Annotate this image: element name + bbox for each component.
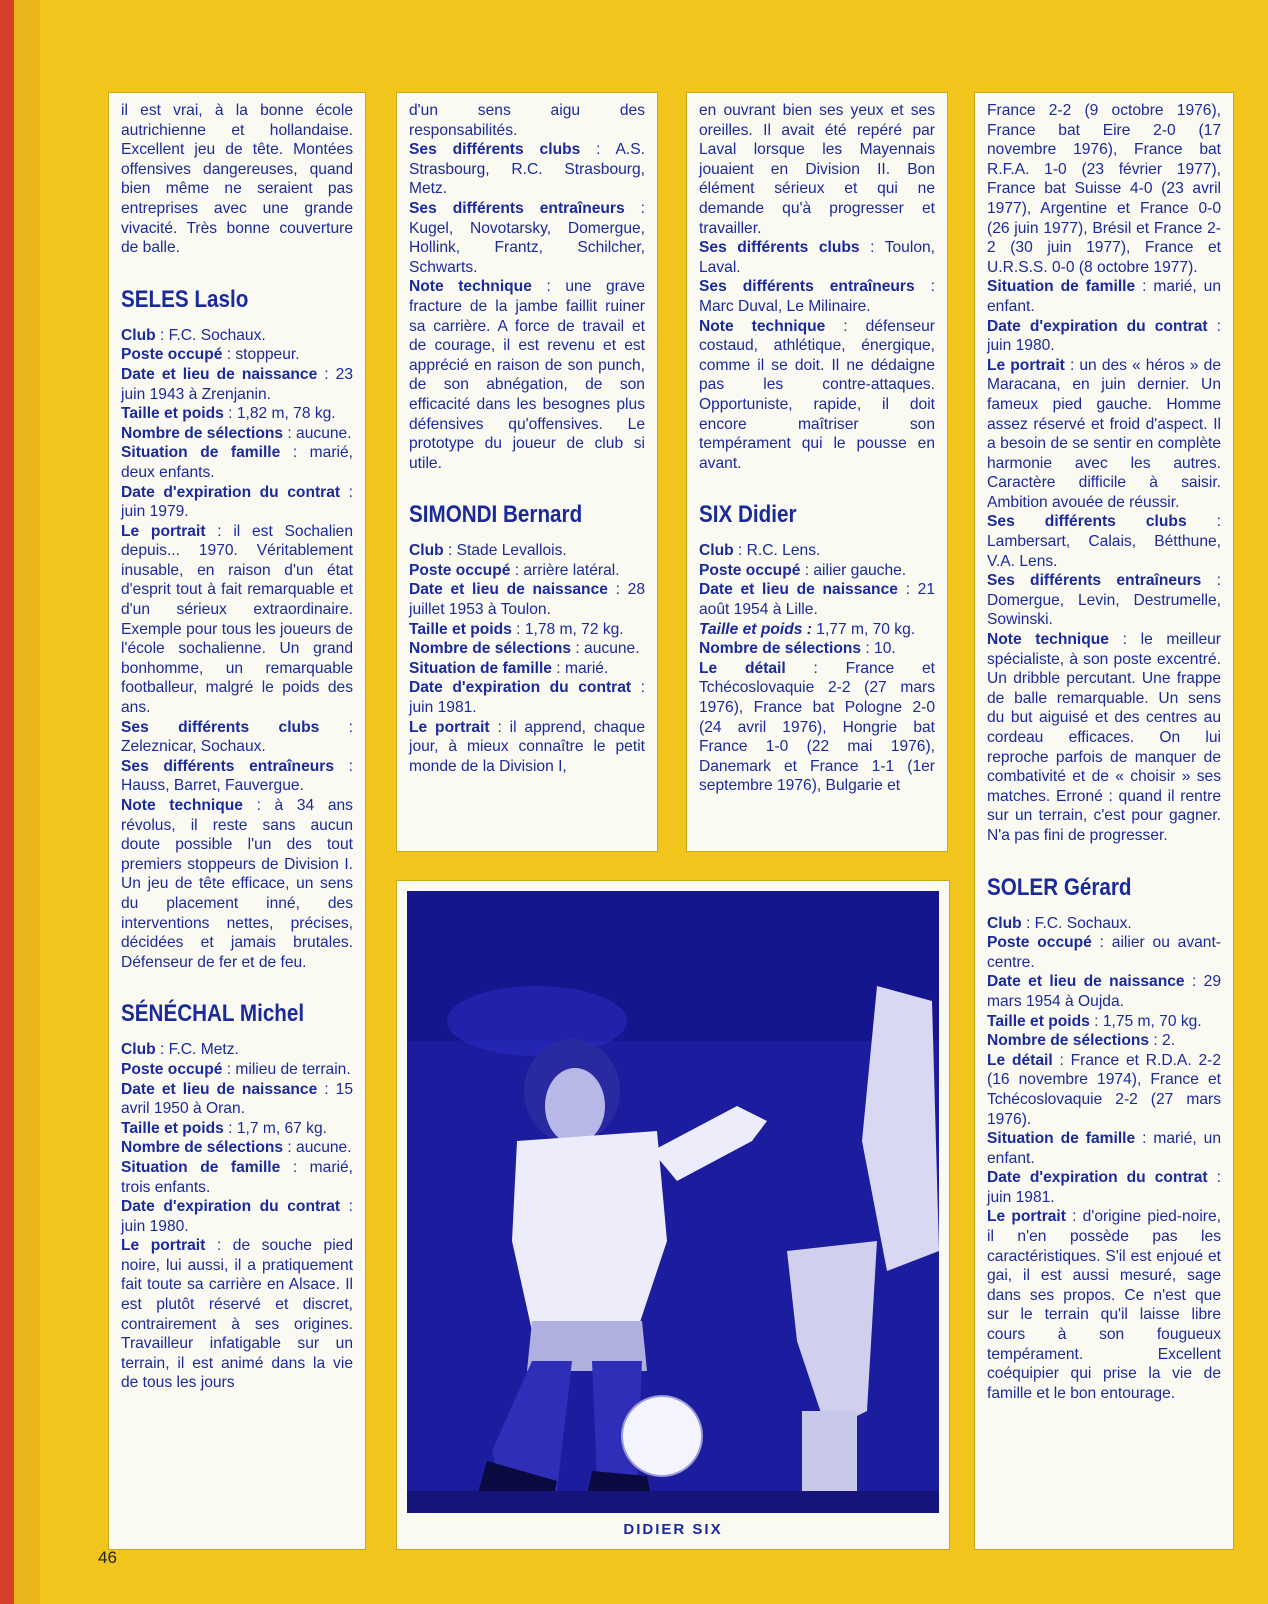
field-family: Situation de famille : marié, deux enfants. bbox=[121, 444, 354, 481]
field-position: Poste occupé : arrière latéral. bbox=[409, 561, 620, 579]
continued-text: il est vrai, à la bonne école autrichienne et hollandaise. Excellent jeu de tête. Montées offensives dangereuses, quand bien même ne seraient pas entreprises avec une grande vivacité. Très bonne couverture de balle. bbox=[121, 102, 353, 257]
field-position: Poste occupé : ailier ou avant-centre. bbox=[987, 934, 1221, 971]
field-position: Poste occupé : ailier gauche. bbox=[699, 561, 907, 579]
page-edge bbox=[14, 0, 40, 1604]
player-name-senechal: SÉNÉCHAL Michel bbox=[121, 1000, 305, 1028]
field-club: Club : R.C. Lens. bbox=[699, 542, 821, 560]
column-3 bbox=[686, 92, 948, 852]
field-technical-note: Note technique : à 34 ans révolus, il reste sans aucun doute possible l'un des tout premiers stoppeurs de Division I. Un jeu de tête efficace, un sens du placement inné, des interventions nettes, précises, décidées et jamais brutales. Défenseur de fer et de feu. bbox=[121, 797, 353, 971]
field-caps: Nombre de sélections : 10. bbox=[699, 640, 896, 658]
field-size: Taille et poids : 1,75 m, 70 kg. bbox=[987, 1012, 1202, 1030]
field-size: Taille et poids : 1,78 m, 72 kg. bbox=[409, 620, 624, 638]
field-caps: Nombre de sélections : 2. bbox=[987, 1032, 1176, 1050]
field-contract: Date d'expiration du contrat : juin 1981. bbox=[409, 679, 645, 717]
binding-edge bbox=[0, 0, 14, 1604]
field-caps: Nombre de sélections : aucune. bbox=[409, 640, 640, 658]
field-club: Club : F.C. Sochaux. bbox=[987, 914, 1132, 932]
field-portrait: Le portrait : il apprend, chaque jour, à mieux connaître le petit monde de la Division I, bbox=[409, 718, 645, 775]
player-name-simondi: SIMONDI Bernard bbox=[409, 501, 583, 529]
field-technical-note: Note technique : défenseur costaud, athlétique, énergique, comme il se doit. Il ne dédaigne pas les contre-attaques. Opportuniste, rapide, il doit encore maîtriser son tempérament qui le pousse en avant. bbox=[699, 317, 935, 472]
continued-text: France 2-2 (9 octobre 1976), France bat Eire 2-0 (17 novembre 1976), France bat R.F.A. 1-0 (23 février 1977), France bat Suisse 4-0 (23 avril 1977), Argentine et France 0-0 (26 juin 1977), Brésil et France 2-2 (30 juin 1977), France et U.R.S.S. 0-0 (8 octobre 1977). bbox=[987, 102, 1221, 276]
field-club: Club : Stade Levallois. bbox=[409, 542, 567, 560]
player-name-seles: SELES Laslo bbox=[121, 285, 249, 313]
field-clubs: Ses différents clubs : A.S. Strasbourg, R.C. Strasbourg, Metz. bbox=[409, 141, 646, 198]
player-name-six: SIX Didier bbox=[699, 501, 797, 529]
field-clubs: Ses différents clubs : Zeleznicar, Sochaux. bbox=[121, 718, 353, 756]
photo-caption: DIDIER SIX bbox=[623, 1521, 723, 1538]
field-family: Situation de famille : marié. bbox=[409, 659, 609, 677]
field-clubs: Ses différents clubs : Lambersart, Calais, Bétthune, V.A. Lens. bbox=[987, 513, 1222, 570]
field-size: Taille et poids : 1,82 m, 78 kg. bbox=[121, 405, 336, 423]
field-position: Poste occupé : stoppeur. bbox=[121, 346, 300, 364]
field-caps: Nombre de sélections : aucune. bbox=[121, 424, 352, 442]
field-birth: Date et lieu de naissance : 21 août 1954 à Lille. bbox=[699, 581, 935, 619]
field-coaches: Ses différents entraîneurs : Domergue, Levin, Destrumelle, Sowinski. bbox=[987, 572, 1222, 629]
field-detail: Le détail : France et R.D.A. 2-2 (16 novembre 1974), France et Tchécoslovaquie 2-2 (27 mars 1976). bbox=[987, 1051, 1221, 1128]
field-portrait: Le portrait : d'origine pied-noire, il n'en possède pas les caractéristiques. S'il est enjoué et gai, il est aussi mesuré, sage dans ses propos. Ce n'est que sur le terrain qu'il laisse libre cours à son fougueux tempérament. Excellent coéquipier qui prise la vie de famille et le bon entourage. bbox=[987, 1208, 1221, 1402]
field-technical-note: Note technique : le meilleur spécialiste, à son poste excentré. Un dribble percutant. Une frappe de balle remarquable. Un sens du but aiguisé et des centres au cordeau efficaces. On lui reproche parfois de manquer de combativité et de « choisir » ses matches. Erroné : quand il rentre sur un terrain, c'est pour gagner. N'a pas fini de progresser. bbox=[987, 631, 1221, 844]
player-illustration bbox=[407, 891, 939, 1513]
field-caps: Nombre de sélections : aucune. bbox=[121, 1139, 352, 1157]
field-coaches: Ses différents entraîneurs : Marc Duval, Le Milinaire. bbox=[699, 278, 935, 315]
column-2 bbox=[396, 92, 658, 852]
column-1 bbox=[108, 92, 366, 1550]
field-contract: Date d'expiration du contrat : juin 1980. bbox=[121, 1198, 353, 1235]
continued-text: d'un sens aigu des responsabilités. bbox=[409, 102, 645, 139]
field-size: Taille et poids : 1,7 m, 67 kg. bbox=[121, 1119, 327, 1137]
field-coaches: Ses différents entraîneurs : Hauss, Barret, Fauvergue. bbox=[121, 757, 353, 795]
field-club: Club : F.C. Sochaux. bbox=[121, 326, 266, 344]
field-family: Situation de famille : marié, un enfant. bbox=[987, 1130, 1222, 1167]
football-photo bbox=[407, 891, 939, 1513]
column-4 bbox=[974, 92, 1234, 1550]
field-contract: Date d'expiration du contrat : juin 1981. bbox=[987, 1169, 1221, 1206]
field-family: Situation de famille : marié, un enfant. bbox=[987, 278, 1222, 315]
field-coaches: Ses différents entraîneurs : Kugel, Novotarsky, Domergue, Hollink, Frantz, Schilcher, Schwarts. bbox=[409, 199, 645, 276]
field-clubs: Ses différents clubs : Toulon, Laval. bbox=[699, 239, 935, 276]
field-birth: Date et lieu de naissance : 23 juin 1943 à Zrenjanin. bbox=[121, 365, 353, 403]
field-portrait: Le portrait : de souche pied noire, lui aussi, il a pratiquement fait toute sa carrière en Alsace. Il est plutôt réservé et discret, contrairement à ses origines. Travailleur infatigable sur un terrain, il est animé dans la vie de tous les jours bbox=[121, 1237, 354, 1392]
field-technical-note: Note technique : une grave fracture de la jambe faillit ruiner sa carrière. A force de travail et de courage, il est revenu et est apprécié en raison de son punch, de son abnégation, de son efficacité dans les besognes plus défensives qu'offensives. Le prototype du joueur de club si utile. bbox=[409, 278, 645, 472]
field-position: Poste occupé : milieu de terrain. bbox=[121, 1060, 351, 1078]
field-portrait: Le portrait : il est Sochalien depuis... 1970. Véritablement inusable, en raison d'un état d'esprit tout à fait remarquable et d'un sérieux extraordinaire. Exemple pour tous les joueurs de l'école sochalienne. Un grand bonhomme, un remarquable footballeur, malgré le poids des ans. bbox=[121, 522, 353, 717]
page-number: 46 bbox=[98, 1548, 117, 1567]
field-birth: Date et lieu de naissance : 15 avril 1950 à Oran. bbox=[121, 1080, 353, 1118]
field-portrait: Le portrait : un des « héros » de Maracana, en juin dernier. Un fameux pied gauche. Homme assez réservé et froid d'aspect. Il a besoin de se sentir en complète harmonie avec les autres. Caractère difficile à saisir. Ambition avouée de réussir. bbox=[987, 356, 1222, 511]
field-contract: Date d'expiration du contrat : juin 1980. bbox=[987, 317, 1221, 355]
continued-text: en ouvrant bien ses yeux et ses oreilles. Il avait été repéré par Laval lorsque les Mayennais jouaient en Division II. Bon élément sérieux et qui ne demande qu'à progresser et travailler. bbox=[699, 102, 935, 237]
player-name-soler: SOLER Gérard bbox=[987, 873, 1132, 901]
field-detail: Le détail : France et Tchécoslovaquie 2-2 (27 mars 1976), France bat Pologne 2-0 (24 avril 1976), Hongrie bat France 1-0 (22 mai 1976), Danemark et France 1-1 (1er septembre 1976), Bulgarie et bbox=[699, 659, 935, 795]
photo-frame bbox=[396, 880, 950, 1550]
field-size: Taille et poids : 1,77 m, 70 kg. bbox=[699, 620, 916, 638]
field-family: Situation de famille : marié, trois enfants. bbox=[121, 1158, 354, 1196]
field-club: Club : F.C. Metz. bbox=[121, 1041, 239, 1059]
field-contract: Date d'expiration du contrat : juin 1979. bbox=[121, 483, 353, 521]
field-birth: Date et lieu de naissance : 29 mars 1954 à Oujda. bbox=[987, 973, 1221, 1010]
field-birth: Date et lieu de naissance : 28 juillet 1953 à Toulon. bbox=[409, 581, 645, 619]
